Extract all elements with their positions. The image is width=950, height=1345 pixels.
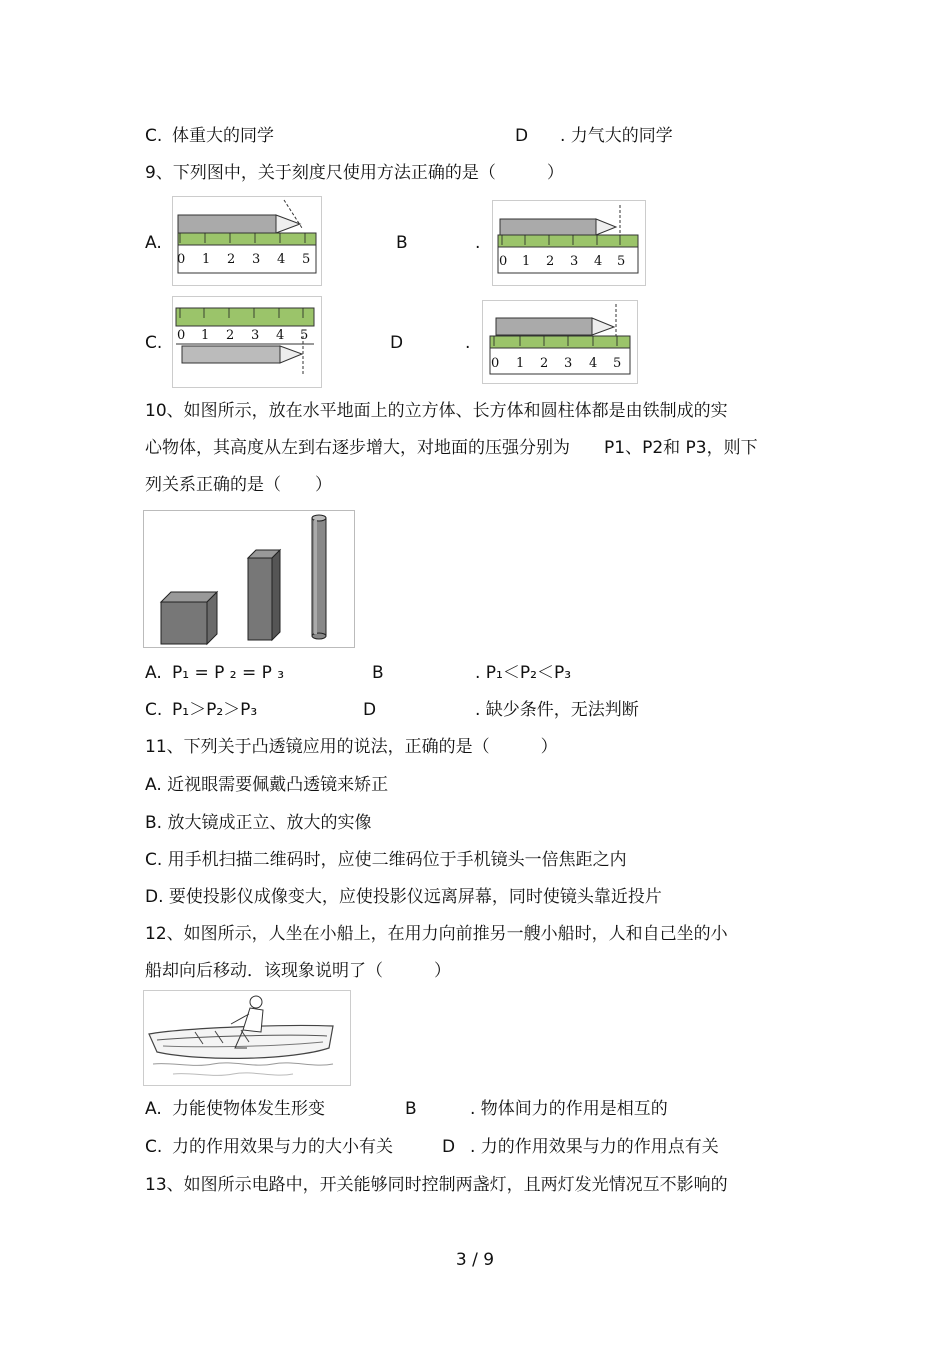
q8-option-c-label: C.: [145, 126, 163, 146]
q10-option-b-text: . P₁＜P₂＜P₃: [475, 663, 572, 683]
q12-option-a-label: A.: [145, 1099, 162, 1119]
q9b-tick-3: 3: [570, 254, 579, 269]
q9a-tick-2: 2: [227, 252, 236, 267]
q9d-tick-3: 3: [564, 356, 573, 371]
q10-option-c-label: C.: [145, 700, 163, 720]
q10-stem-line1: 10、如图所示，放在水平地面上的立方体、长方体和圆柱体都是由铁制成的实: [145, 401, 728, 421]
q9d-tick-1: 1: [516, 356, 525, 371]
q10-option-c-text: P₁＞P₂＞P₃: [172, 700, 258, 720]
q9d-tick-5: 5: [613, 356, 622, 371]
q9c-tick-3: 3: [251, 328, 260, 343]
q9-stem: 9、下列图中，关于刻度尺使用方法正确的是（ ）: [145, 163, 564, 183]
q9d-tick-0: 0: [491, 356, 500, 371]
q9a-tick-4: 4: [277, 252, 286, 267]
q13-stem-line1: 13、如图所示电路中，开关能够同时控制两盏灯，且两灯发光情况互不影响的: [145, 1175, 728, 1195]
q8-option-d-label: D: [515, 126, 529, 146]
q10-option-a-text: P₁ = P ₂ = P ₃: [172, 663, 285, 683]
q9c-tick-4: 4: [276, 328, 285, 343]
q10-option-d-text: . 缺少条件，无法判断: [475, 700, 639, 720]
q9c-tick-2: 2: [226, 328, 235, 343]
q11-stem: 11、下列关于凸透镜应用的说法，正确的是（ ）: [145, 737, 558, 757]
q9a-tick-0: 0: [177, 252, 186, 267]
q9c-tick-0: 0: [177, 328, 186, 343]
q9b-tick-0: 0: [499, 254, 508, 269]
q10-figure-solids: [143, 510, 355, 653]
q8-option-c-text: 体重大的同学: [172, 126, 274, 146]
q9-option-a-label: A.: [145, 233, 162, 253]
q12-option-b-label: B: [405, 1099, 417, 1119]
q12-option-c-label: C.: [145, 1137, 163, 1157]
q9d-tick-2: 2: [540, 356, 549, 371]
q9b-tick-2: 2: [546, 254, 555, 269]
q9-option-d-dot: .: [465, 333, 471, 353]
q9-figure-c: [172, 296, 322, 393]
q9-option-d-label: D: [390, 333, 404, 353]
q10-option-d-label: D: [363, 700, 377, 720]
q9d-tick-4: 4: [589, 356, 598, 371]
q12-stem-line2: 船却向后移动．该现象说明了（ ）: [145, 961, 451, 981]
q9-figure-a: [172, 196, 322, 291]
q10-option-a-label: A.: [145, 663, 162, 683]
q11-option-a: A. 近视眼需要佩戴凸透镜来矫正: [145, 775, 389, 795]
q11-option-b: B. 放大镜成正立、放大的实像: [145, 813, 372, 833]
q12-option-a-text: 力能使物体发生形变: [172, 1099, 325, 1119]
q9-option-b-dot: .: [475, 233, 481, 253]
q9-figure-d: [482, 300, 638, 389]
q9-option-c-label: C.: [145, 333, 163, 353]
q9b-tick-4: 4: [594, 254, 603, 269]
q10-stem-line3: 列关系正确的是（ ）: [145, 475, 332, 495]
q12-option-d-text: . 力的作用效果与力的作用点有关: [470, 1137, 719, 1157]
q10-option-b-label: B: [372, 663, 384, 683]
q10-stem-line2: 心物体，其高度从左到右逐步增大，对地面的压强分别为 P1、P2和 P3，则下: [145, 438, 758, 458]
q9c-tick-1: 1: [201, 328, 210, 343]
q9a-tick-1: 1: [202, 252, 211, 267]
q12-option-c-text: 力的作用效果与力的大小有关: [172, 1137, 393, 1157]
q9b-tick-1: 1: [522, 254, 531, 269]
q12-option-d-label: D: [442, 1137, 456, 1157]
q11-option-c: C. 用手机扫描二维码时，应使二维码位于手机镜头一倍焦距之内: [145, 850, 627, 870]
q12-stem-line1: 12、如图所示，人坐在小船上，在用力向前推另一艘小船时，人和自己坐的小: [145, 924, 728, 944]
page-number: 3 / 9: [455, 1250, 495, 1270]
q8-option-d-text: . 力气大的同学: [560, 126, 673, 146]
q9a-tick-3: 3: [252, 252, 261, 267]
q12-figure-boat: [143, 990, 351, 1091]
q9c-tick-5: 5: [300, 328, 309, 343]
q11-option-d: D. 要使投影仪成像变大，应使投影仪远离屏幕，同时使镜头靠近投片: [145, 887, 662, 907]
q9a-tick-5: 5: [302, 252, 311, 267]
q9-option-b-label: B: [396, 233, 408, 253]
q9b-tick-5: 5: [617, 254, 626, 269]
q9-figure-b: [492, 200, 646, 291]
q12-option-b-text: . 物体间力的作用是相互的: [470, 1099, 668, 1119]
